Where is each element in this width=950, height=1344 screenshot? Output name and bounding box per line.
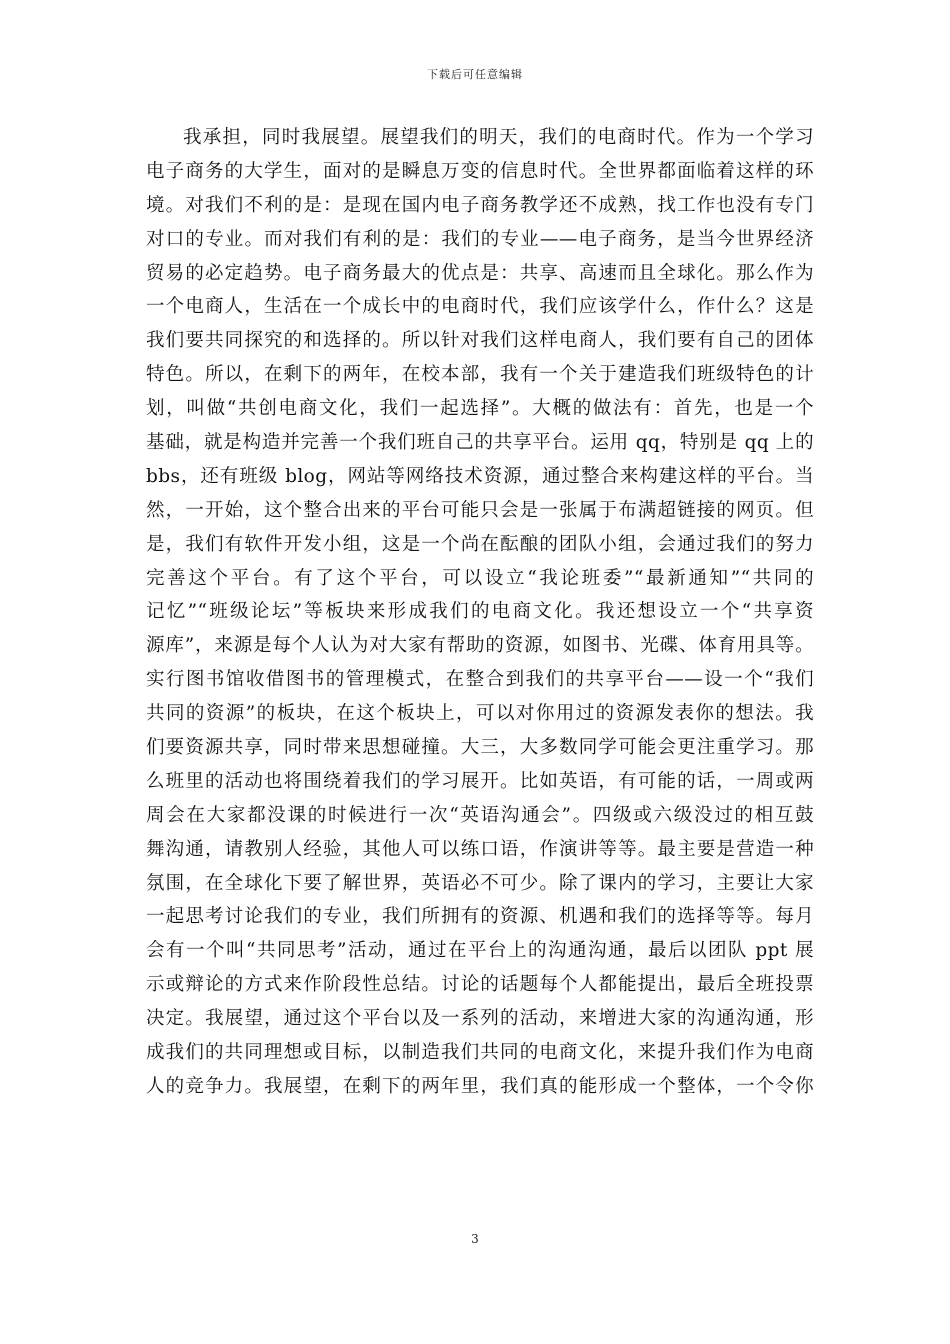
paragraph-line: 然，一开始，这个整合出来的平台可能只会是一张属于布满超链接的网页。但 (146, 499, 814, 521)
paragraph-line: 么班里的活动也将围绕着我们的学习展开。比如英语，有可能的话，一周或两 (146, 770, 814, 792)
paragraph-line: 特色。所以，在剩下的两年，在校本部，我有一个关于建造我们班级特色的计 (146, 364, 814, 386)
paragraph-line: 人的竞争力。我展望，在剩下的两年里，我们真的能形成一个整体，一个令你 (146, 1075, 814, 1097)
paragraph-line: 示或辩论的方式来作阶段性总结。讨论的话题每个人都能提出，最后全班投票 (146, 974, 814, 996)
paragraph-line: 境。对我们不利的是：是现在国内电子商务教学还不成熟，找工作也没有专门 (146, 194, 814, 216)
page-number: 3 (471, 1232, 479, 1246)
paragraph-line: 成我们的共同理想或目标，以制造我们共同的电商文化，来提升我们作为电商 (146, 1042, 814, 1064)
paragraph-line: 决定。我展望，通过这个平台以及一系列的活动，来增进大家的沟通沟通，形 (146, 1008, 814, 1030)
paragraph-line: 氛围，在全球化下要了解世界，英语必不可少。除了课内的学习，主要让大家 (146, 872, 814, 894)
paragraph-line: 记忆”“班级论坛”等板块来形成我们的电商文化。我还想设立一个“共享资 (146, 601, 814, 623)
paragraph-line: 舞沟通，请教别人经验，其他人可以练口语，作演讲等等。最主要是营造一种 (146, 838, 814, 860)
paragraph-line: 会有一个叫“共同思考”活动，通过在平台上的沟通沟通，最后以团队 ppt 展 (146, 940, 814, 962)
paragraph-line: 一个电商人，生活在一个成长中的电商时代，我们应该学什么，作什么？这是 (146, 296, 814, 318)
page-header: 下载后可任意编辑 (427, 68, 523, 81)
paragraph-line: 是，我们有软件开发小组，这是一个尚在酝酿的团队小组，会通过我们的努力 (146, 533, 814, 555)
paragraph-line: bbs，还有班级 blog，网站等网络技术资源，通过整合来构建这样的平台。当 (146, 465, 814, 487)
paragraph-line: 共同的资源”的板块，在这个板块上，可以对你用过的资源发表你的想法。我 (146, 703, 814, 725)
paragraph-line: 电子商务的大学生，面对的是瞬息万变的信息时代。全世界都面临着这样的环 (146, 160, 814, 182)
paragraph-line: 完善这个平台。有了这个平台，可以设立“我论班委”“最新通知”“共同的 (146, 567, 814, 589)
paragraph-line: 周会在大家都没课的时候进行一次“英语沟通会”。四级或六级没过的相互鼓 (146, 804, 814, 826)
paragraph-line: 对口的专业。而对我们有利的是：我们的专业——电子商务，是当今世界经济 (146, 228, 814, 250)
paragraph-line: 划，叫做“共创电商文化，我们一起选择”。大概的做法有：首先，也是一个 (146, 398, 814, 420)
paragraph-line: 我承担，同时我展望。展望我们的明天，我们的电商时代。作为一个学习 (183, 127, 814, 148)
paragraph-line: 们要资源共享，同时带来思想碰撞。大三，大多数同学可能会更注重学习。那 (146, 737, 814, 759)
paragraph-line: 基础，就是构造并完善一个我们班自己的共享平台。运用 qq，特别是 qq 上的 (146, 432, 814, 454)
paragraph-line: 我们要共同探究的和选择的。所以针对我们这样电商人，我们要有自己的团体 (146, 330, 814, 352)
paragraph-line: 贸易的必定趋势。电子商务最大的优点是：共享、高速而且全球化。那么作为 (146, 262, 814, 284)
document-body (146, 121, 814, 1104)
paragraph-line: 实行图书馆收借图书的管理模式，在整合到我们的共享平台——设一个“我们 (146, 669, 814, 691)
paragraph-line: 源库”，来源是每个人认为对大家有帮助的资源，如图书、光碟、体育用具等。 (146, 635, 814, 657)
paragraph-line: 一起思考讨论我们的专业，我们所拥有的资源、机遇和我们的选择等等。每月 (146, 906, 814, 928)
